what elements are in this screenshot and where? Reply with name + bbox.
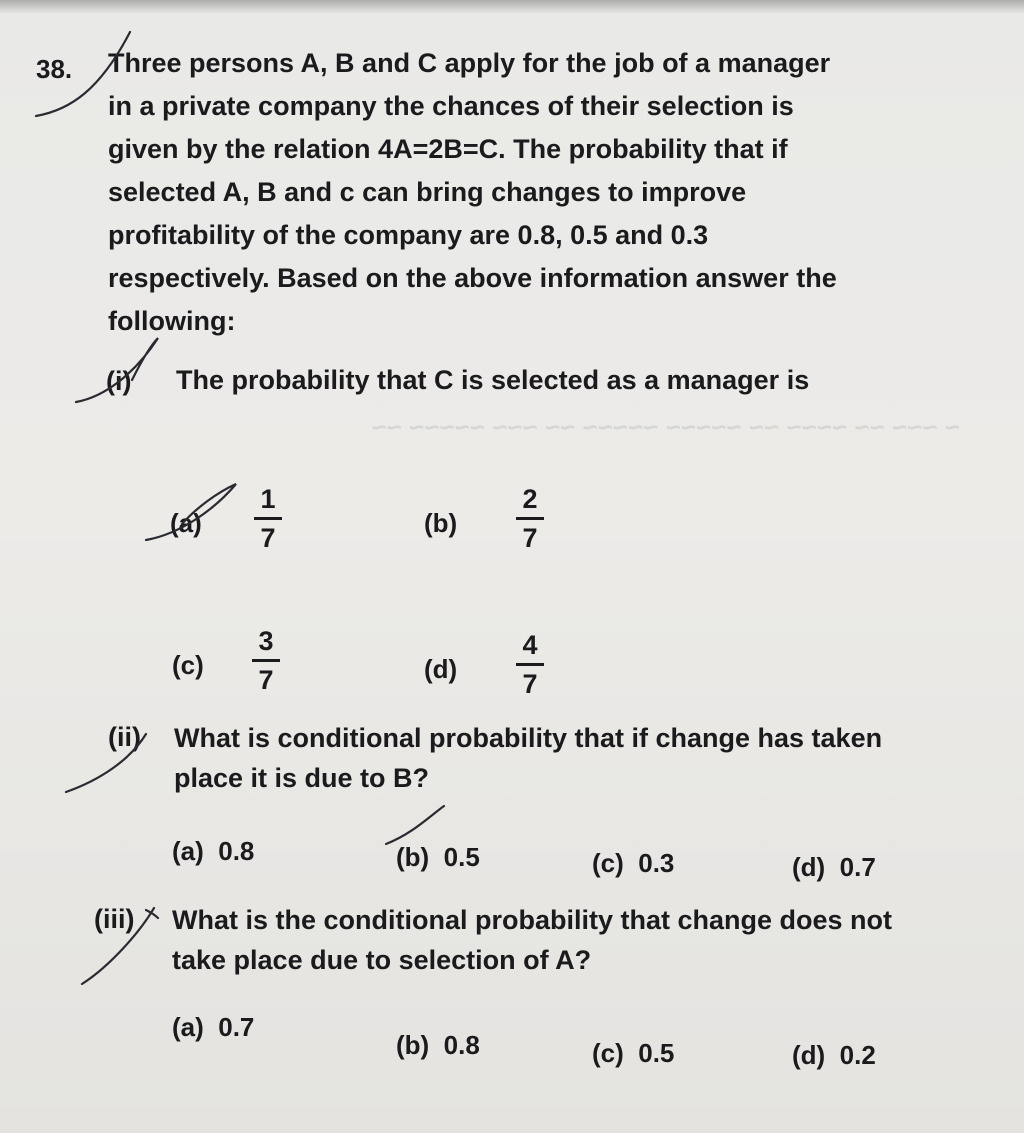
question-number: 38. <box>36 54 73 84</box>
fraction-numerator: 4 <box>522 630 538 660</box>
part-i-question: The probability that C is selected as a manager is <box>176 365 810 395</box>
option-label: (c) <box>592 1038 624 1068</box>
stem-line: in a private company the chances of their selection is <box>108 91 794 121</box>
option-label: (b) <box>396 1030 430 1060</box>
part-i-option-c-fraction <box>252 626 280 695</box>
question-stem <box>108 42 968 343</box>
option-value: 0.8 <box>218 836 255 866</box>
part-i-option-d-fraction <box>516 630 544 699</box>
part-i-option-c-label[interactable]: (c) <box>172 650 204 680</box>
option-b-tick-mark <box>386 806 444 844</box>
part-iii-label: (iii) <box>94 904 135 934</box>
option-value: 0.2 <box>839 1040 876 1070</box>
part-ii-option-a[interactable] <box>172 836 254 867</box>
option-value: 0.5 <box>443 842 480 872</box>
part-iii-question-line: take place due to selection of A? <box>172 945 592 975</box>
part-ii-option-d[interactable] <box>792 852 876 883</box>
fraction-numerator: 1 <box>260 484 276 514</box>
fraction-bar <box>252 659 280 662</box>
part-i-option-d-label[interactable]: (d) <box>424 654 458 684</box>
show-through-texture: ~ ~~~ ~~ ~~~~ ~~ ~~~~~ ~~~~~ ~~ ~~~ ~~~~~ ~~ <box>371 412 960 442</box>
part-iii-option-c[interactable] <box>592 1038 674 1069</box>
part-ii-option-b[interactable] <box>396 842 480 873</box>
part-i-option-a-label[interactable]: (a) <box>170 508 202 538</box>
stem-line: profitability of the company are 0.8, 0.5 and 0.3 <box>108 220 709 250</box>
part-ii-question <box>174 718 882 798</box>
option-value: 0.8 <box>443 1030 480 1060</box>
part-ii-question-line: What is conditional probability that if change has taken <box>174 723 883 753</box>
stem-line: respectively. Based on the above information answer the <box>108 263 837 293</box>
stem-line: Three persons A, B and C apply for the job of a manager <box>108 48 831 78</box>
fraction-denominator: 7 <box>258 665 274 695</box>
part-iii-option-d[interactable] <box>792 1040 876 1071</box>
fraction-numerator: 2 <box>522 484 538 514</box>
fraction-bar <box>516 663 544 666</box>
fraction-numerator: 3 <box>258 626 274 656</box>
part-iii-option-b[interactable] <box>396 1030 480 1061</box>
stem-line: given by the relation 4A=2B=C. The probability that if <box>108 134 788 164</box>
part-i-option-a-fraction <box>254 484 282 553</box>
option-value: 0.7 <box>839 852 876 882</box>
fraction-denominator: 7 <box>260 523 276 553</box>
fraction-bar <box>254 517 282 520</box>
part-ii-question-line: place it is due to B? <box>174 763 430 793</box>
option-label: (d) <box>792 852 826 882</box>
fraction-denominator: 7 <box>522 669 538 699</box>
part-i-option-b-label[interactable]: (b) <box>424 508 458 538</box>
part-ii-option-c[interactable] <box>592 848 674 879</box>
stem-line: following: <box>108 306 236 336</box>
option-label: (a) <box>172 1012 204 1042</box>
fraction-bar <box>516 517 544 520</box>
part-iii-question <box>172 900 892 980</box>
page-top-shadow <box>0 0 1024 14</box>
fraction-denominator: 7 <box>522 523 538 553</box>
stem-line: selected A, B and c can bring changes to improve <box>108 177 747 207</box>
option-label: (d) <box>792 1040 826 1070</box>
part-iii-question-line: What is the conditional probability that change does not <box>172 905 893 935</box>
option-label: (c) <box>592 848 624 878</box>
part-ii-label: (ii) <box>108 722 141 752</box>
option-value: 0.7 <box>218 1012 255 1042</box>
option-label: (a) <box>172 836 204 866</box>
option-value: 0.5 <box>638 1038 675 1068</box>
option-value: 0.3 <box>638 848 675 878</box>
part-iii-option-a[interactable] <box>172 1012 254 1043</box>
part-i-label: (i) <box>106 366 132 396</box>
option-label: (b) <box>396 842 430 872</box>
part-i-option-b-fraction <box>516 484 544 553</box>
